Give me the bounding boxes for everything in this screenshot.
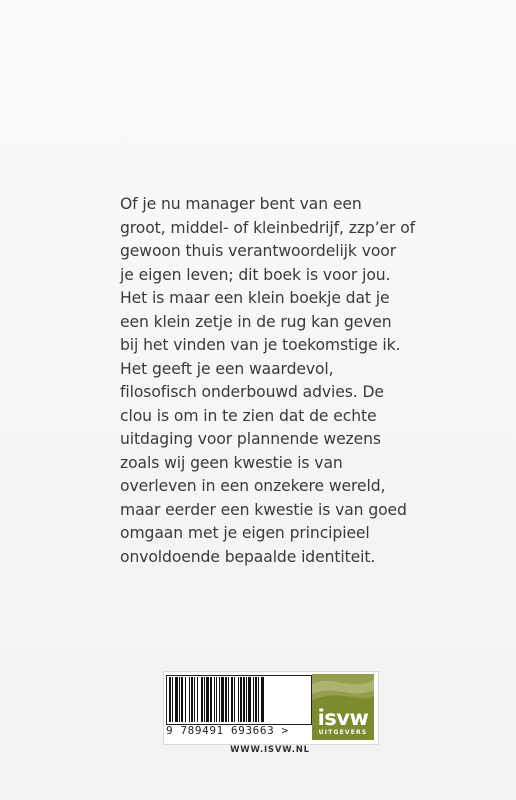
blurb-line: groot, middel- of kleinbedrijf, zzp’er of bbox=[120, 218, 416, 237]
blurb-line: clou is om in te zien dat de echte bbox=[120, 406, 377, 425]
blurb-line: je eigen leven; dit boek is voor jou. bbox=[120, 265, 391, 284]
blurb-line: overleven in een onzekere wereld, bbox=[120, 477, 386, 495]
publisher-logo bbox=[312, 674, 374, 740]
blurb-line: Het geeft je een waardevol, bbox=[120, 359, 334, 378]
blurb-line: uitdaging voor plannende wezens bbox=[120, 430, 381, 448]
barcode-digits: 9 789491 693663 > bbox=[166, 724, 289, 737]
blurb-line: bij het vinden van je toekomstige ik. bbox=[120, 336, 401, 354]
blurb-line: zoals wij geen kwestie is van bbox=[120, 453, 343, 472]
blurb-line: maar eerder een kwestie is van goed bbox=[120, 500, 407, 519]
blurb-line: omgaan met je eigen principieel bbox=[120, 524, 370, 542]
blurb-line: Het is maar een klein boekje dat je bbox=[120, 289, 390, 307]
blurb-line: gewoon thuis verantwoordelijk voor bbox=[120, 242, 397, 260]
blurb-text bbox=[120, 193, 440, 569]
blurb-line: onvoldoende bepaalde identiteit. bbox=[120, 547, 376, 566]
blurb-line: een klein zetje in de rug kan geven bbox=[120, 312, 392, 331]
logo-subtext: UITGEVERS bbox=[318, 729, 368, 736]
blurb-line: Of je nu manager bent van een bbox=[120, 195, 362, 213]
barcode-image bbox=[168, 677, 308, 722]
publisher-website: WWW.ISVW.NL bbox=[230, 745, 310, 755]
blurb-line: filosofisch onderbouwd advies. De bbox=[120, 383, 384, 401]
logo-wordmark: isvw bbox=[317, 706, 369, 730]
